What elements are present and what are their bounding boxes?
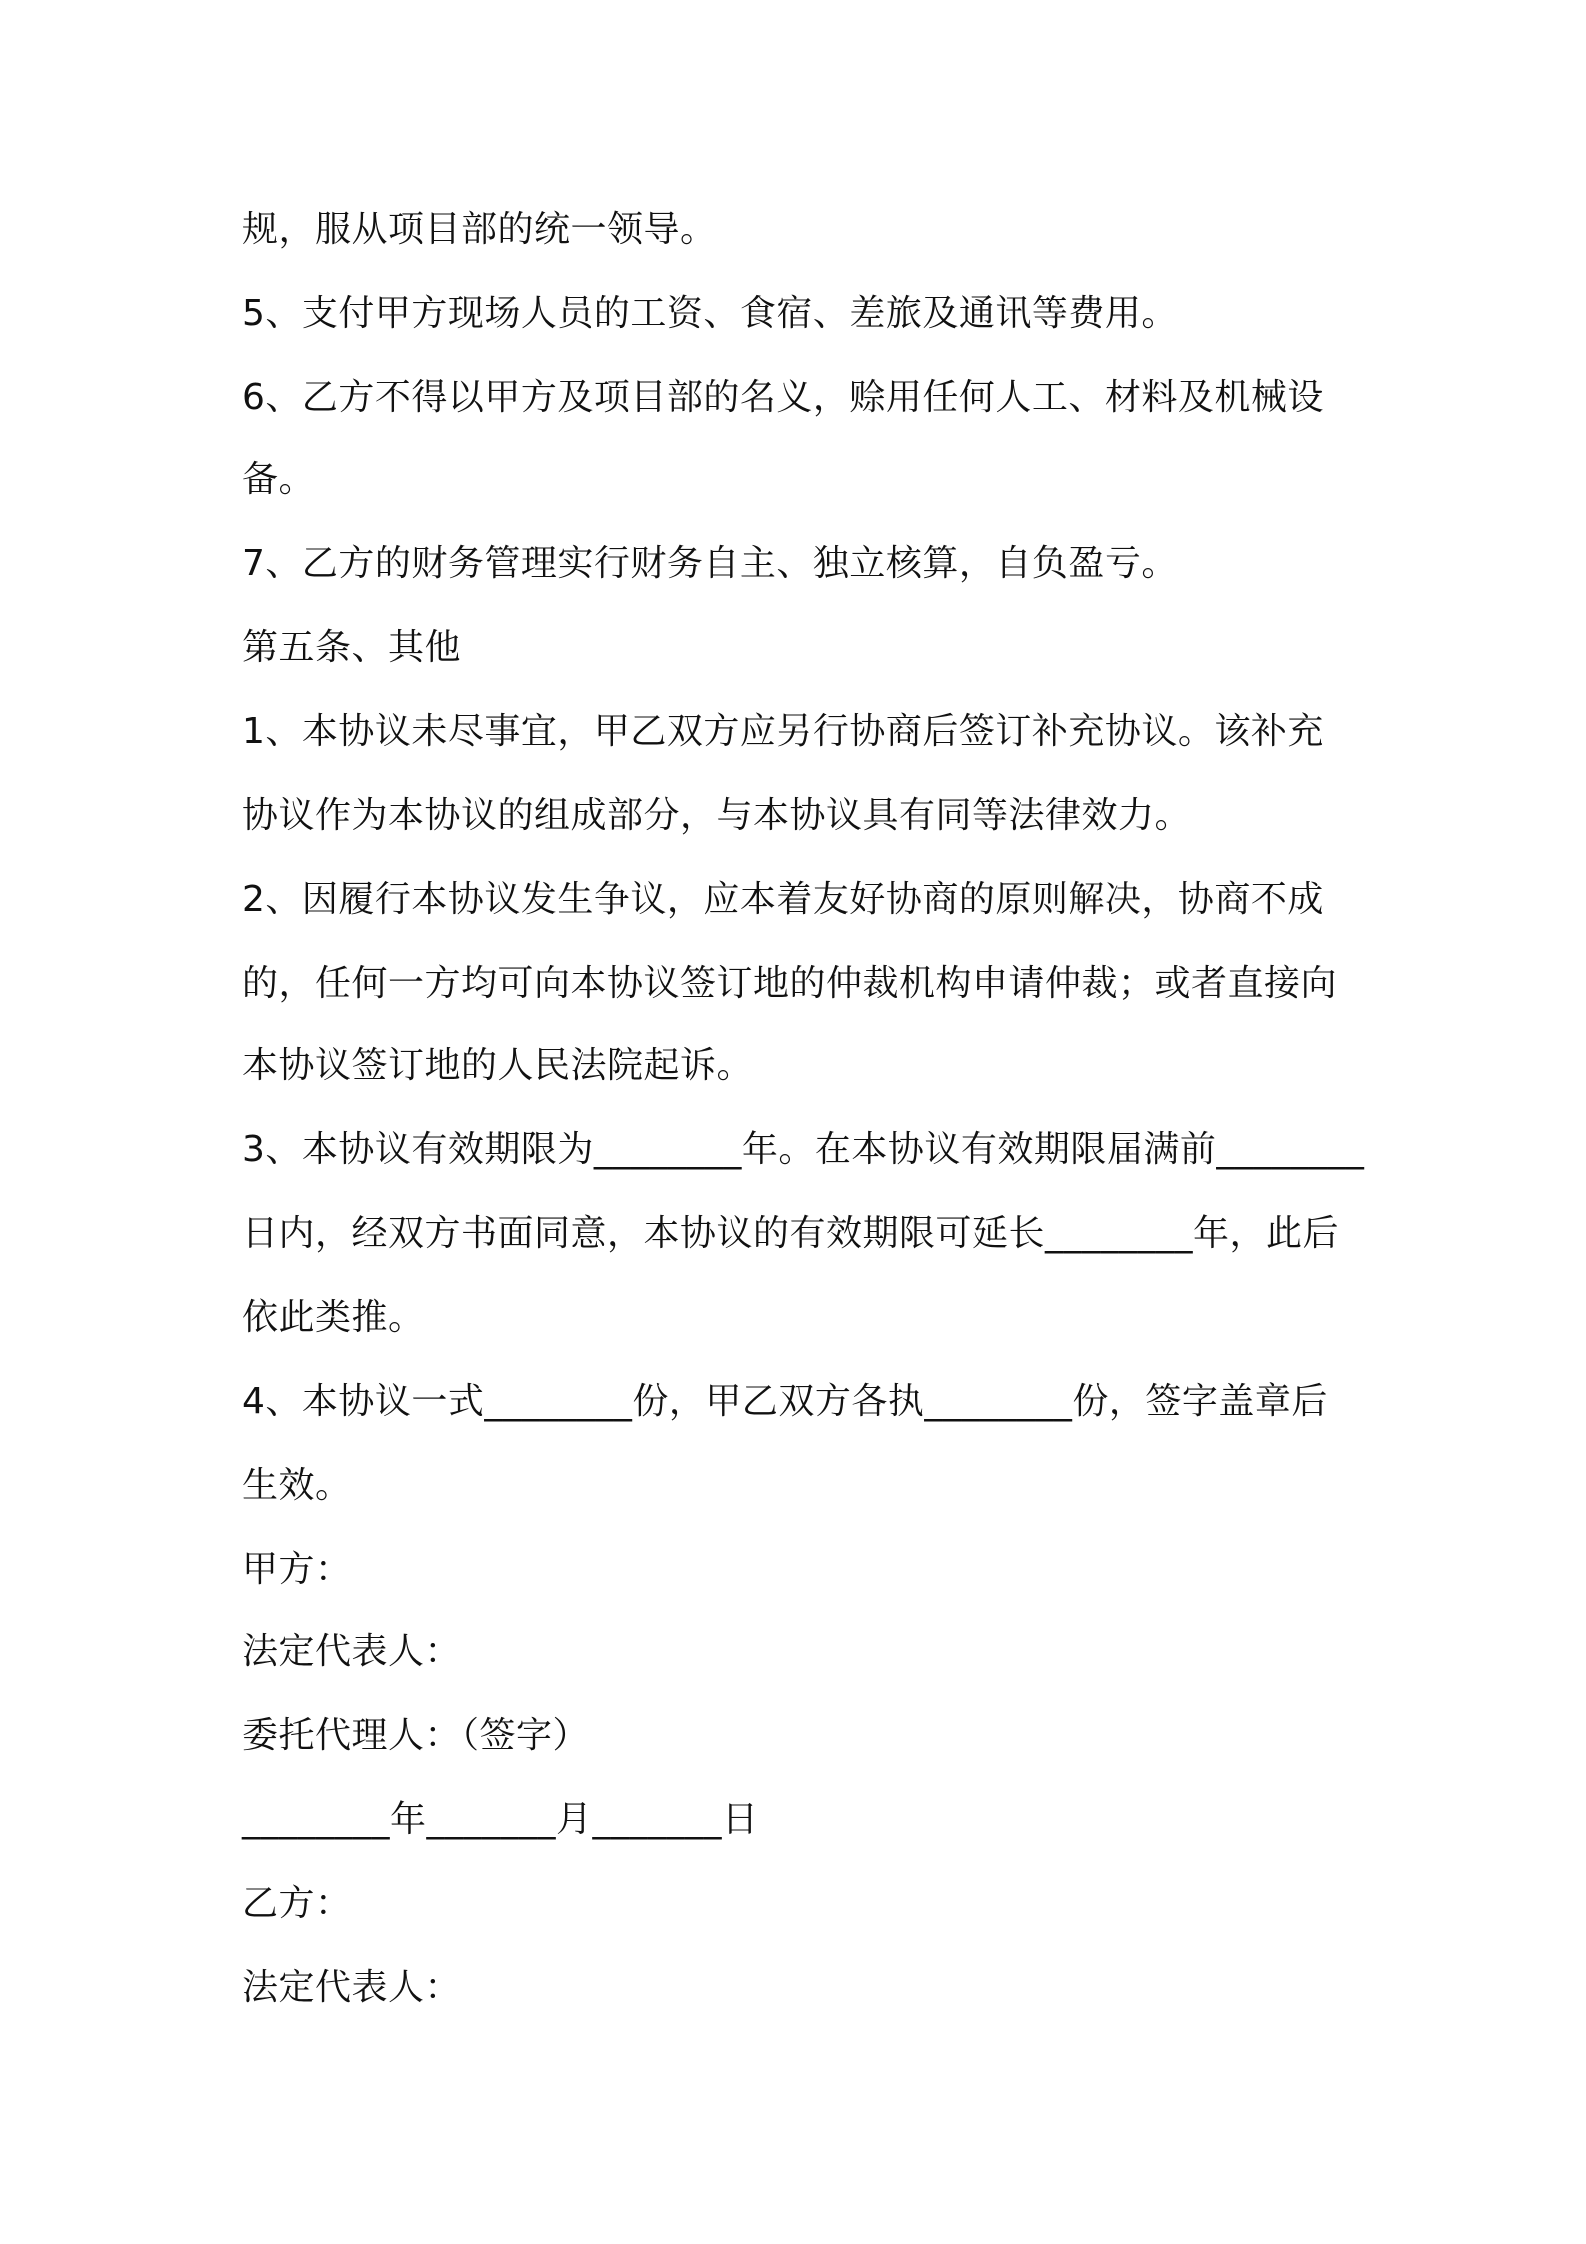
text-line: 4、本协议一式________份，甲乙双方各执________份，签字盖章后	[242, 1381, 1328, 1422]
party-a-label: 甲方：	[242, 1549, 352, 1590]
authorized-agent-label: 委托代理人：（签字）	[242, 1715, 590, 1756]
text-line: 5、支付甲方现场人员的工资、食宿、差旅及通讯等费用。	[242, 293, 1178, 334]
text-line: 协议作为本协议的组成部分，与本协议具有同等法律效力。	[242, 795, 1192, 836]
text-line: 2、因履行本协议发生争议，应本着友好协商的原则解决，协商不成	[242, 879, 1324, 920]
text-line: 生效。	[242, 1465, 352, 1506]
legal-representative-label: 法定代表人：	[242, 1631, 462, 1672]
text-line: 日内，经双方书面同意，本协议的有效期限可延长________年，此后	[242, 1213, 1340, 1254]
text-line: 备。	[242, 459, 316, 500]
text-line: 的，任何一方均可向本协议签订地的仲裁机构申请仲裁；或者直接向	[242, 963, 1338, 1004]
legal-representative-label: 法定代表人：	[242, 1967, 462, 2008]
text-line: 依此类推。	[242, 1297, 425, 1338]
party-b-label: 乙方：	[242, 1883, 352, 1924]
text-line: 6、乙方不得以甲方及项目部的名义，赊用任何人工、材料及机械设	[242, 377, 1324, 418]
date-line: ________年_______月_______日	[242, 1799, 759, 1840]
section-heading: 第五条、其他	[242, 627, 462, 668]
text-line: 规，服从项目部的统一领导。	[242, 209, 717, 250]
text-line: 7、乙方的财务管理实行财务自主、独立核算，自负盈亏。	[242, 543, 1178, 584]
text-line: 1、本协议未尽事宜，甲乙双方应另行协商后签订补充协议。该补充	[242, 711, 1324, 752]
text-line: 本协议签订地的人民法院起诉。	[242, 1045, 754, 1086]
text-line: 3、本协议有效期限为________年。在本协议有效期限届满前________	[242, 1129, 1365, 1170]
